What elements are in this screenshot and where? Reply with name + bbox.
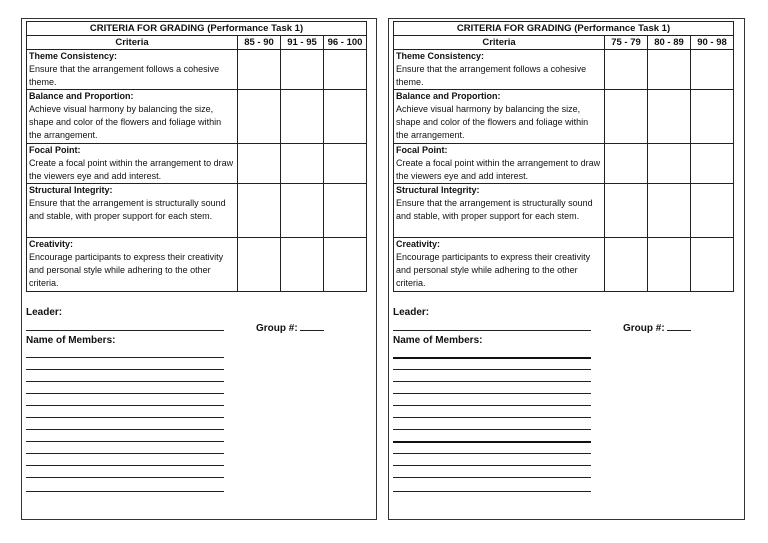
members-label: Name of Members:: [393, 335, 483, 346]
criterion-description: Ensure that the arrangement is structurally sound and stable, with proper support for each stem.: [396, 198, 593, 221]
leader-label: Leader:: [393, 307, 430, 318]
criterion-cell: [27, 50, 238, 90]
member-line[interactable]: [26, 477, 224, 478]
score-cell[interactable]: [691, 184, 734, 238]
table-title: CRITERIA FOR GRADING (Performance Task 1): [394, 22, 734, 36]
member-line[interactable]: [393, 441, 591, 443]
score-header: 75 - 79: [605, 36, 648, 50]
criterion-name: Focal Point:: [29, 145, 81, 155]
score-cell[interactable]: [605, 238, 648, 292]
table-row: [27, 50, 367, 90]
criterion-description: Encourage participants to express their creativity and personal style while adhering to the other criteria.: [396, 252, 591, 288]
criteria-header: Criteria: [27, 36, 238, 50]
criterion-name: Balance and Proportion:: [396, 91, 501, 101]
group-blank[interactable]: [667, 321, 691, 331]
score-cell[interactable]: [691, 50, 734, 90]
criteria-header: Criteria: [394, 36, 605, 50]
score-cell[interactable]: [281, 90, 324, 144]
criterion-name: Balance and Proportion:: [29, 91, 134, 101]
score-cell[interactable]: [324, 184, 367, 238]
criterion-description: Create a focal point within the arrangement to draw the viewers eye and add interest.: [396, 158, 601, 181]
group-label: Group #:: [256, 323, 298, 334]
score-cell[interactable]: [605, 90, 648, 144]
table-row: [394, 90, 734, 144]
table-row: [394, 50, 734, 90]
group-blank[interactable]: [300, 321, 324, 331]
criteria-table: [393, 21, 734, 292]
score-cell[interactable]: [238, 238, 281, 292]
criterion-cell: [394, 144, 605, 184]
score-cell[interactable]: [605, 184, 648, 238]
score-cell[interactable]: [648, 90, 691, 144]
score-header: 91 - 95: [281, 36, 324, 50]
member-line[interactable]: [393, 369, 591, 370]
criterion-name: Theme Consistency:: [396, 51, 485, 61]
criterion-cell: [27, 238, 238, 292]
score-cell[interactable]: [648, 144, 691, 184]
member-line[interactable]: [26, 465, 224, 466]
member-line[interactable]: [393, 491, 591, 492]
table-row: [394, 238, 734, 292]
grading-card-left: [21, 18, 377, 520]
member-line[interactable]: [393, 453, 591, 454]
grading-card-right: [388, 18, 745, 520]
member-line[interactable]: [393, 417, 591, 418]
criterion-description: Achieve visual harmony by balancing the size, shape and color of the flowers and foliage within the arrangement.: [29, 104, 222, 140]
member-line[interactable]: [26, 381, 224, 382]
criterion-name: Theme Consistency:: [29, 51, 118, 61]
group-label: Group #:: [623, 323, 665, 334]
score-cell[interactable]: [605, 144, 648, 184]
score-cell[interactable]: [605, 50, 648, 90]
criterion-cell: [27, 184, 238, 238]
criterion-cell: [394, 238, 605, 292]
criterion-name: Structural Integrity:: [396, 185, 480, 195]
score-cell[interactable]: [691, 90, 734, 144]
criterion-cell: [394, 90, 605, 144]
member-line[interactable]: [393, 477, 591, 478]
table-row: [27, 144, 367, 184]
criterion-cell: [394, 184, 605, 238]
criterion-description: Ensure that the arrangement follows a cohesive theme.: [29, 64, 220, 87]
table-title: CRITERIA FOR GRADING (Performance Task 1): [27, 22, 367, 36]
score-cell[interactable]: [324, 238, 367, 292]
table-row: [27, 90, 367, 144]
criterion-name: Focal Point:: [396, 145, 448, 155]
criterion-description: Encourage participants to express their creativity and personal style while adhering to the other criteria.: [29, 252, 224, 288]
member-line[interactable]: [26, 429, 224, 430]
member-line[interactable]: [26, 393, 224, 394]
score-cell[interactable]: [281, 50, 324, 90]
criterion-cell: [394, 50, 605, 90]
score-cell[interactable]: [281, 144, 324, 184]
criterion-name: Structural Integrity:: [29, 185, 113, 195]
score-header: 90 - 98: [691, 36, 734, 50]
score-cell[interactable]: [324, 144, 367, 184]
member-line[interactable]: [26, 453, 224, 454]
score-cell[interactable]: [691, 144, 734, 184]
member-line[interactable]: [393, 357, 591, 359]
member-line[interactable]: [26, 491, 224, 492]
table-row: [27, 238, 367, 292]
score-cell[interactable]: [281, 184, 324, 238]
score-cell[interactable]: [238, 144, 281, 184]
score-cell[interactable]: [238, 90, 281, 144]
leader-label: Leader:: [26, 307, 63, 318]
criterion-cell: [27, 90, 238, 144]
member-line[interactable]: [26, 357, 224, 358]
member-line[interactable]: [393, 381, 591, 382]
score-header: 85 - 90: [238, 36, 281, 50]
member-line[interactable]: [393, 465, 591, 466]
criterion-description: Ensure that the arrangement is structurally sound and stable, with proper support for each stem.: [29, 198, 226, 221]
score-cell[interactable]: [648, 184, 691, 238]
score-cell[interactable]: [238, 50, 281, 90]
score-header: 80 - 89: [648, 36, 691, 50]
leader-line[interactable]: [26, 330, 224, 331]
member-line[interactable]: [26, 417, 224, 418]
criterion-description: Achieve visual harmony by balancing the size, shape and color of the flowers and foliage within the arrangement.: [396, 104, 589, 140]
criterion-description: Create a focal point within the arrangement to draw the viewers eye and add interest.: [29, 158, 234, 181]
group-number-field: [256, 321, 324, 334]
score-cell[interactable]: [324, 90, 367, 144]
member-line[interactable]: [26, 405, 224, 406]
leader-line[interactable]: [393, 330, 591, 331]
table-row: [27, 184, 367, 238]
member-line[interactable]: [393, 393, 591, 394]
member-line[interactable]: [393, 429, 591, 430]
score-cell[interactable]: [324, 50, 367, 90]
group-number-field: [623, 321, 691, 334]
member-line[interactable]: [393, 405, 591, 406]
member-line[interactable]: [26, 369, 224, 370]
score-header: 96 - 100: [324, 36, 367, 50]
score-cell[interactable]: [648, 238, 691, 292]
criterion-description: Ensure that the arrangement follows a cohesive theme.: [396, 64, 587, 87]
score-cell[interactable]: [648, 50, 691, 90]
criterion-name: Creativity:: [396, 239, 441, 249]
score-cell[interactable]: [238, 184, 281, 238]
criterion-cell: [27, 144, 238, 184]
table-row: [394, 144, 734, 184]
member-line[interactable]: [26, 441, 224, 442]
score-cell[interactable]: [281, 238, 324, 292]
criterion-name: Creativity:: [29, 239, 74, 249]
members-label: Name of Members:: [26, 335, 116, 346]
score-cell[interactable]: [691, 238, 734, 292]
table-row: [394, 184, 734, 238]
criteria-table: [26, 21, 367, 292]
